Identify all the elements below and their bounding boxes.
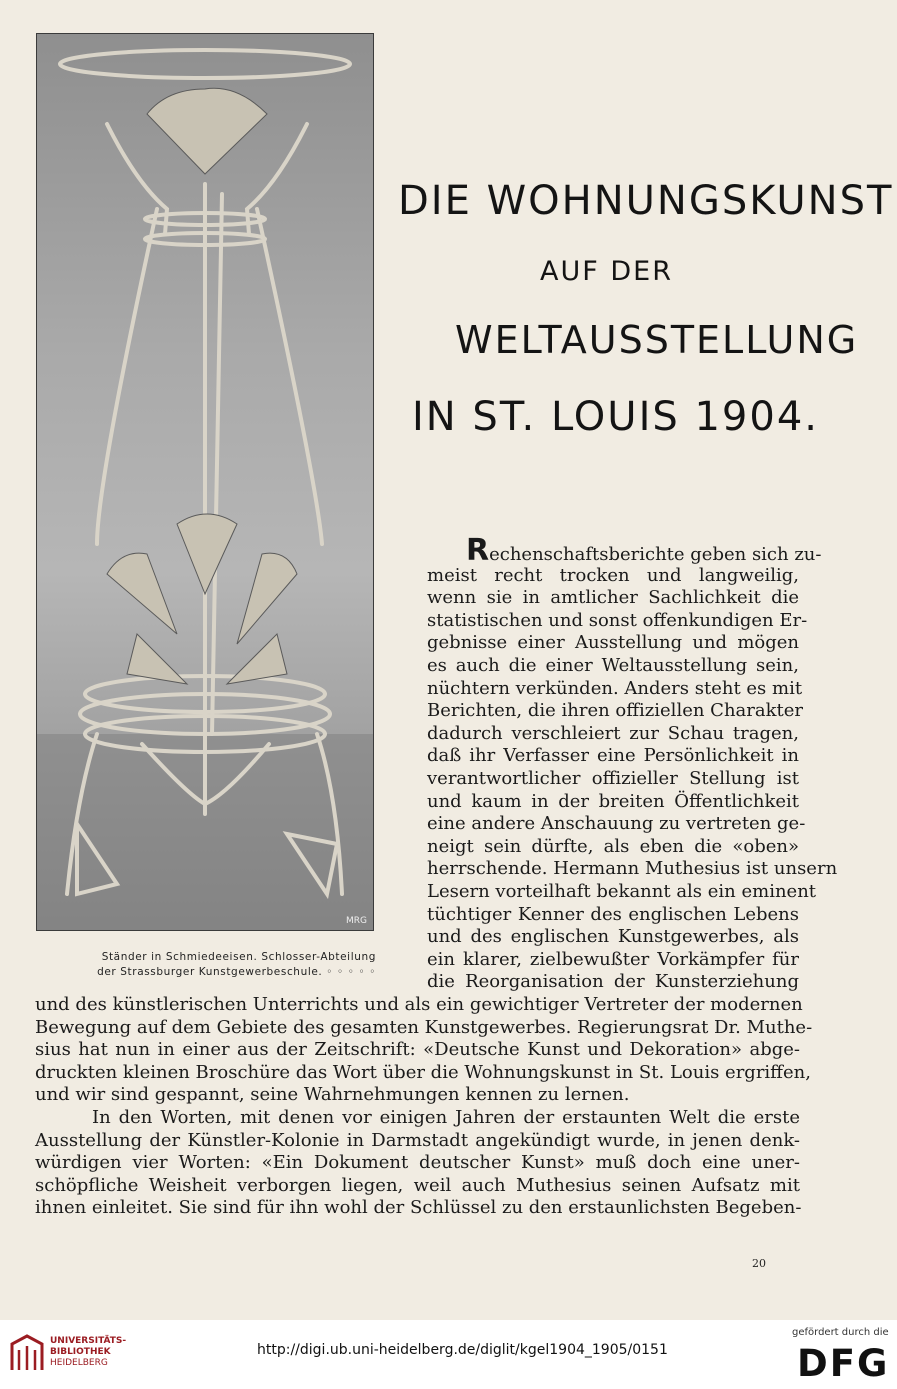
body-text-line: neigt sein dürfte, als eben die «oben» [427,835,799,857]
body-text-line: Rechenschaftsberichte geben sich zu- [466,533,822,568]
body-text-line: sius hat nun in einer aus der Zeitschrift: «Deutsche Kunst und Dekoration» abge- [35,1039,800,1061]
source-url-link[interactable]: http://digi.ub.uni-heidelberg.de/diglit/kgel1904_1905/0151 [257,1342,668,1358]
body-text-line: druckten kleinen Broschüre das Wort über die Wohnungskunst in St. Louis ergriffen, [35,1061,811,1083]
article-title-line-4: IN ST. LOUIS 1904. [412,394,819,440]
funding-note: gefördert durch die [792,1327,889,1338]
body-text-line: ein klarer, zielbewußter Vorkämpfer für [427,948,799,970]
library-name: UNIVERSITÄTS- BIBLIOTHEK HEIDELBERG [50,1336,127,1368]
article-title-line-1: DIE WOHNUNGSKUNST [398,178,894,224]
body-text-line: daß ihr Verfasser eine Persönlichkeit in [427,745,799,767]
article-title-line-3: WELTAUSSTELLUNG [455,318,859,362]
body-text-line: tüchtiger Kenner des englischen Lebens [427,903,799,925]
body-text-line: würdigen vier Worten: «Ein Dokument deutscher Kunst» muß doch eine uner- [35,1152,800,1174]
body-text-line: herrschende. Hermann Muthesius ist unsern [427,858,838,880]
body-text-line: wenn sie in amtlicher Sachlichkeit die [427,587,799,609]
body-text-line: eine andere Anschauung zu vertreten ge- [427,813,806,835]
body-text-line: Berichten, die ihren offiziellen Charakter [427,700,803,722]
photo-caption-line-2: der Strassburger Kunstgewerbeschule. ◦ ◦ ◦ ◦ ◦ [97,966,376,978]
body-text-line: es auch die einer Weltausstellung sein, [427,655,799,676]
body-text-line: Lesern vorteilhaft bekannt als ein eminent [427,881,817,902]
body-text-line: und des englischen Kunstgewerbes, als [427,926,799,948]
university-library-logo-icon [10,1334,44,1372]
body-text-line: meist recht trocken und langweilig, [427,564,799,586]
dfg-logo: DFG [797,1342,890,1385]
body-text-line: gebnisse einer Ausstellung und mögen [427,632,799,654]
photo-caption-line-1: Ständer in Schmiedeeisen. Schlosser-Abteilung [101,951,376,963]
body-text-line: Ausstellung der Künstler-Kolonie in Darmstadt angekündigt wurde, in jenen denk- [35,1129,800,1151]
digitization-footer [0,1320,897,1389]
iron-stand-illustration [37,34,373,930]
body-text-line: ihnen einleitet. Sie sind für ihn wohl der Schlüssel zu den erstaunlichsten Begeben- [35,1197,802,1219]
photo-plate [36,33,374,931]
drop-cap-initial: R [466,533,490,568]
body-text-line: nüchtern verkünden. Anders steht es mit [427,677,803,699]
body-text-line: und kaum in der breiten Öffentlichkeit [427,790,799,812]
body-text-line: dadurch verschleiert zur Schau tragen, [427,722,799,744]
body-text-line: verantwortlicher offizieller Stellung ist [427,768,799,789]
photographer-monogram: MRG [346,916,367,926]
article-title-line-2: AUF DER [540,256,673,287]
body-text-line: In den Worten, mit denen vor einigen Jahren der erstaunten Welt die erste [92,1107,800,1128]
body-text-line: und des künstlerischen Unterrichts und als ein gewichtiger Vertreter der modernen [35,994,803,1015]
body-text-line: die Reorganisation der Kunsterziehung [427,971,799,993]
body-text-line: Bewegung auf dem Gebiete des gesamten Kunstgewerbes. Regierungsrat Dr. Muthe- [35,1016,813,1038]
page-number: 20 [752,1257,766,1270]
body-text-line: schöpfliche Weisheit verborgen liegen, weil auch Muthesius seinen Aufsatz mit [35,1174,800,1196]
body-text-line: und wir sind gespannt, seine Wahrnehmungen kennen zu lernen. [35,1084,630,1106]
body-text-line: statistischen und sonst offenkundigen Er- [427,609,808,631]
